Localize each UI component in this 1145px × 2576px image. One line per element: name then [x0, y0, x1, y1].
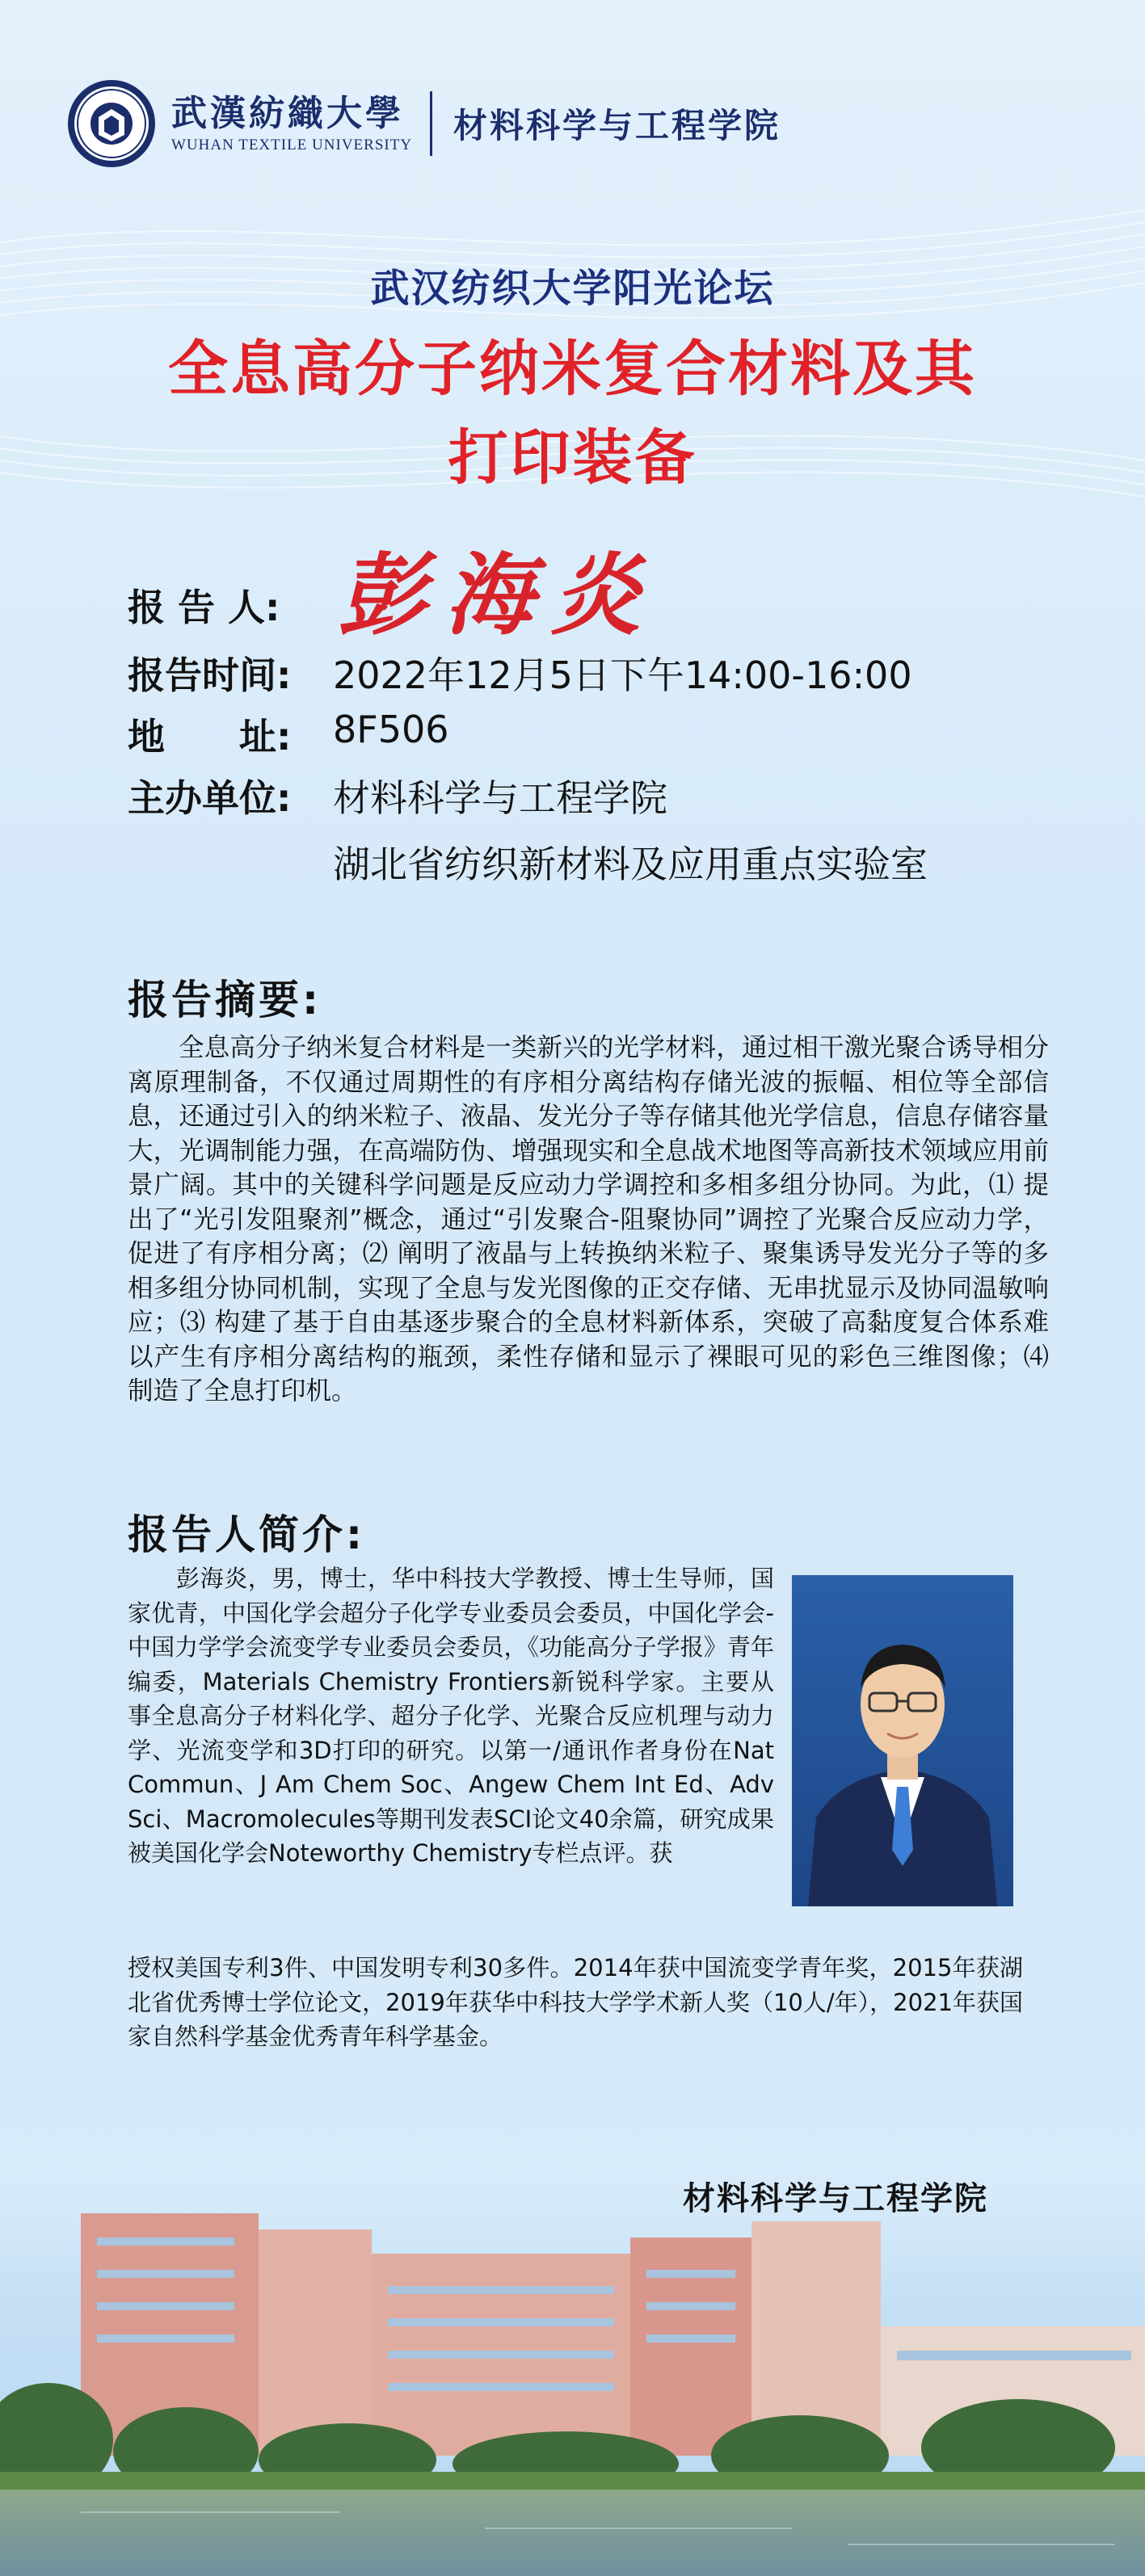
university-seal-logo — [66, 78, 157, 169]
time-value: 2022年12月5日下午14:00-16:00 — [333, 653, 912, 697]
host-value-2: 湖北省纺织新材料及应用重点实验室 — [333, 843, 928, 886]
university-name-cn: 武漢紡織大學 — [171, 93, 404, 134]
lecture-title-line-2: 打印装备 — [448, 423, 697, 493]
school-name: 材料科学与工程学院 — [453, 106, 781, 145]
header-divider — [430, 91, 432, 156]
lecture-title-line-1: 全息高分子纳米复合材料及其 — [168, 334, 977, 404]
address-value: 8F506 — [333, 708, 449, 751]
bio-heading: 报告人简介: — [128, 1511, 365, 1558]
header — [66, 71, 781, 176]
address-label: 地 址: — [128, 715, 292, 759]
abstract-heading: 报告摘要: — [128, 977, 322, 1023]
host-value-1: 材料科学与工程学院 — [333, 776, 667, 820]
lecture-title — [0, 325, 1145, 502]
footer-school-name: 材料科学与工程学院 — [683, 2180, 988, 2217]
university-name — [171, 93, 412, 154]
forum-title: 武汉纺织大学阳光论坛 — [370, 266, 775, 311]
time-label: 报告时间: — [128, 653, 292, 697]
bio-text-top: 彭海炎，男，博士，华中科技大学教授、博士生导师，国家优青，中国化学会超分子化学专业委员会委员，中国化学会-中国力学学会流变学专业委员会委员，《功能高分子学报》青年编委，Materials Chemistry Frontiers新锐科学家。主要从事全息高分子材料化学、超分子化学、光聚合反应机理与动力学、光流变学和3D打印的研究。以第一/通讯作者身份在Nat Commun、J Am Chem Soc、Angew Chem Int Ed、Adv Sci、Macromolecules等期刊发表SCI论文40余篇，研究成果被美国化学会Noteworthy Chemistry专栏点评。获 — [128, 1565, 774, 1867]
speaker-name: 彭海炎 — [338, 543, 658, 647]
abstract-text: 全息高分子纳米复合材料是一类新兴的光学材料，通过相干激光聚合诱导相分离原理制备，不仅通过周期性的有序相分离结构存储光波的振幅、相位等全部信息，还通过引入的纳米粒子、液晶、发光分子等存储其他光学信息，信息存储容量大，光调制能力强，在高端防伪、增强现实和全息战术地图等高新技术领域应用前景广阔。其中的关键科学问题是反应动力学调控和多相多组分协同。为此，⑴ 提出了“光引发阻聚剂”概念，通过“引发聚合-阻聚协同”调控了光聚合反应动力学，促进了有序相分离；⑵ 阐明了液晶与上转换纳米粒子、聚集诱导发光分子等的多相多组分协同机制，实现了全息与发光图像的正交存储、无串扰显示及协同温敏响应；⑶ 构建了基于自由基逐步聚合的全息材料新体系，突破了高黏度复合体系难以产生有序相分离结构的瓶颈，柔性存储和显示了裸眼可见的彩色三维图像；⑷ 制造了全息打印机。 — [128, 1033, 1049, 1406]
host-label: 主办单位: — [128, 776, 292, 820]
speaker-photo — [792, 1575, 1013, 1906]
speaker-label: 报 告 人: — [128, 586, 280, 629]
university-name-en: WUHAN TEXTILE UNIVERSITY — [171, 137, 413, 153]
bio-text-bottom: 授权美国专利3件、中国发明专利30多件。2014年获中国流变学青年奖，2015年获湖北省优秀博士学位论文，2019年获华中科技大学学术新人奖（10人/年），2021年获国家自然科学基金优秀青年科学基金。 — [128, 1954, 1023, 2050]
